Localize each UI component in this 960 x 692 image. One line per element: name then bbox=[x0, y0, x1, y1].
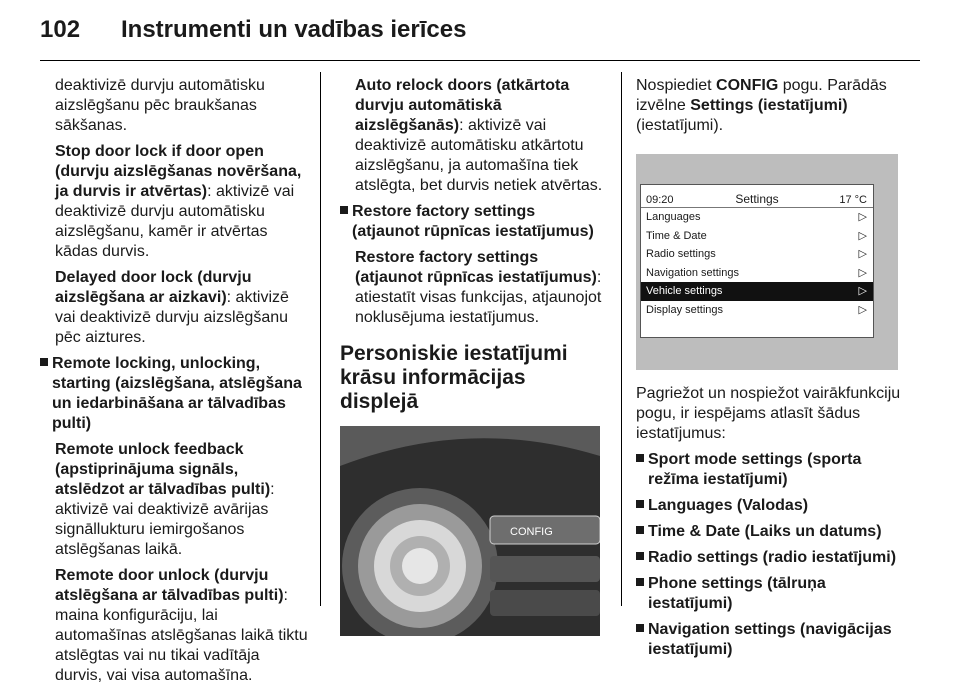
chevron-right-icon: ▷ bbox=[858, 211, 867, 223]
screen-status-bar bbox=[641, 185, 873, 208]
bullet-title: Remote locking, unlocking, starting (aizslēgšana, atslēgšana un iedarbināšana ar tālvadības pulti) bbox=[52, 355, 302, 432]
menu-item-label: Radio settings bbox=[646, 248, 716, 260]
bullet-item bbox=[636, 496, 904, 516]
intro-part: Nospiediet bbox=[636, 77, 717, 94]
setting-title: Remote unlock feedback (apstiprinājuma signāls, atslēdzot ar tālvadības pulti) bbox=[55, 441, 271, 498]
intro-text bbox=[636, 76, 904, 136]
setting-title: Restore factory settings (atjaunot rūpnīcas iestatījumus) bbox=[355, 249, 597, 286]
screen-time: 09:20 bbox=[646, 194, 674, 206]
page-number: 102 bbox=[40, 16, 81, 43]
bullet-square-icon bbox=[636, 578, 648, 614]
setting-text: : aktivizē vai deaktivizē avārijas signāllukturu iemirgošanos atslēgšanas laikā. bbox=[55, 481, 275, 558]
settings-menu-item[interactable] bbox=[641, 301, 873, 320]
bullet-item bbox=[40, 354, 308, 434]
paragraph bbox=[340, 248, 606, 328]
bullet-item bbox=[636, 450, 904, 490]
chevron-right-icon: ▷ bbox=[858, 229, 867, 242]
intro-part: (iestatījumi). bbox=[636, 117, 724, 134]
column-2 bbox=[340, 76, 606, 636]
settings-menu-item[interactable] bbox=[641, 227, 873, 246]
column-divider bbox=[320, 72, 321, 606]
page-header bbox=[0, 0, 960, 62]
settings-menu bbox=[641, 208, 873, 319]
chevron-right-icon: ▷ bbox=[858, 285, 867, 297]
paragraph bbox=[340, 76, 606, 196]
setting-text: : aktivizē vai deaktivizē automātisku atkārtotu aizslēgšanu, ja automašīna tiek atslēgta, bet durvis netiek atvērtas. bbox=[355, 117, 603, 194]
setting-description bbox=[55, 566, 308, 686]
settings-menu-item[interactable] bbox=[641, 282, 873, 301]
bullet-square-icon bbox=[40, 358, 52, 434]
settings-screen bbox=[640, 184, 874, 338]
bullet-square-icon bbox=[636, 526, 648, 542]
setting-title: Delayed door lock (durvju aizslēgšana ar aizkavi) bbox=[55, 269, 252, 306]
bullet-title: Navigation settings (navigācijas iestatījumi) bbox=[648, 621, 892, 658]
paragraph bbox=[40, 440, 308, 686]
config-keyword: CONFIG bbox=[716, 77, 779, 94]
settings-menu-item[interactable] bbox=[641, 264, 873, 283]
setting-text: : aktivizē vai deaktivizē durvju automātisku aizslēgšanu, kamēr ir atvērtas kādas durvis. bbox=[55, 183, 295, 260]
bullet-title: Radio settings (radio iestatījumi) bbox=[648, 549, 897, 566]
setting-title: Remote door unlock (durvju atslēgšana ar tālvadības pulti) bbox=[55, 567, 284, 604]
menu-item-label: Vehicle settings bbox=[646, 285, 723, 297]
intro-part: pogu. Parādās izvēlne bbox=[636, 77, 887, 114]
bullet-title: Time & Date (Laiks un datums) bbox=[648, 523, 882, 540]
section-heading: Personiskie iestatījumi krāsu informācijas displejā bbox=[340, 342, 568, 413]
setting-text: : atiestatīt visas funkcijas, atjaunojot noklusējuma iestatījumus. bbox=[355, 269, 602, 326]
setting-description bbox=[355, 76, 606, 196]
setting-description bbox=[55, 142, 308, 262]
setting-title: Auto relock doors (atkārtota durvju automātiskā aizslēgšanās) bbox=[355, 77, 570, 134]
screen-temperature: 17 °C bbox=[839, 194, 867, 206]
bullet-square-icon bbox=[636, 624, 648, 660]
settings-keyword: Settings (iestatījumi) bbox=[690, 97, 848, 114]
bullet-item bbox=[636, 620, 904, 660]
menu-item-label: Languages bbox=[646, 211, 701, 223]
menu-item-label: Display settings bbox=[646, 303, 724, 316]
setting-text: : maina konfigurāciju, lai automašīnas atslēgšanas laikā tiktu atslēgtas vai nu tikai vadītāja durvis, vai visa automašīna. bbox=[55, 587, 308, 684]
bullet-item bbox=[636, 574, 904, 614]
page-title: Instrumenti un vadības ierīces bbox=[121, 16, 467, 43]
bullet-title: Restore factory settings (atjaunot rūpnīcas iestatījumus) bbox=[352, 203, 594, 240]
paragraph bbox=[40, 76, 308, 348]
bullet-title: Languages (Valodas) bbox=[648, 497, 809, 514]
chevron-right-icon: ▷ bbox=[858, 303, 867, 316]
console-dial-illustration bbox=[340, 426, 600, 636]
setting-description bbox=[55, 268, 308, 348]
config-button-label: CONFIG bbox=[510, 526, 553, 538]
bullet-item bbox=[636, 522, 904, 542]
chevron-right-icon: ▷ bbox=[858, 266, 867, 279]
column-3 bbox=[636, 76, 904, 666]
setting-description bbox=[55, 440, 308, 560]
screen-title: Settings bbox=[735, 192, 779, 206]
menu-item-label: Time & Date bbox=[646, 229, 707, 242]
column-1 bbox=[40, 76, 308, 692]
continuation-text: deaktivizē durvju automātisku aizslēgšanu pēc braukšanas sākšanas. bbox=[55, 77, 265, 134]
setting-title: Stop door lock if door open (durvju aizslēgšanas novēršana, ja durvis ir atvērtas) bbox=[55, 143, 302, 200]
setting-text: : aktivizē vai deaktivizē durvju aizslēgšanu pēc aiztures. bbox=[55, 289, 289, 346]
settings-menu-item[interactable] bbox=[641, 208, 873, 227]
menu-item-label: Navigation settings bbox=[646, 266, 739, 279]
bullet-square-icon bbox=[636, 552, 648, 568]
chevron-right-icon: ▷ bbox=[858, 248, 867, 260]
bullet-title: Sport mode settings (sporta režīma iestatījumi) bbox=[648, 451, 862, 488]
bullet-square-icon bbox=[636, 500, 648, 516]
column-divider bbox=[621, 72, 622, 606]
after-text: Pagriežot un nospiežot vairākfunkciju pogu, ir iespējams atlasīt šādus iestatījumus: bbox=[636, 385, 901, 442]
bullet-item bbox=[340, 202, 606, 242]
settings-screen-figure bbox=[636, 154, 898, 370]
bullet-square-icon bbox=[636, 454, 648, 490]
bullet-title: Phone settings (tālruņa iestatījumi) bbox=[648, 575, 826, 612]
bullet-square-icon bbox=[340, 206, 352, 242]
console-photo bbox=[340, 426, 600, 636]
header-rule bbox=[40, 60, 920, 61]
setting-description bbox=[355, 248, 606, 328]
settings-menu-item[interactable] bbox=[641, 245, 873, 264]
settings-bullet-list bbox=[636, 450, 904, 660]
bullet-item bbox=[636, 548, 904, 568]
